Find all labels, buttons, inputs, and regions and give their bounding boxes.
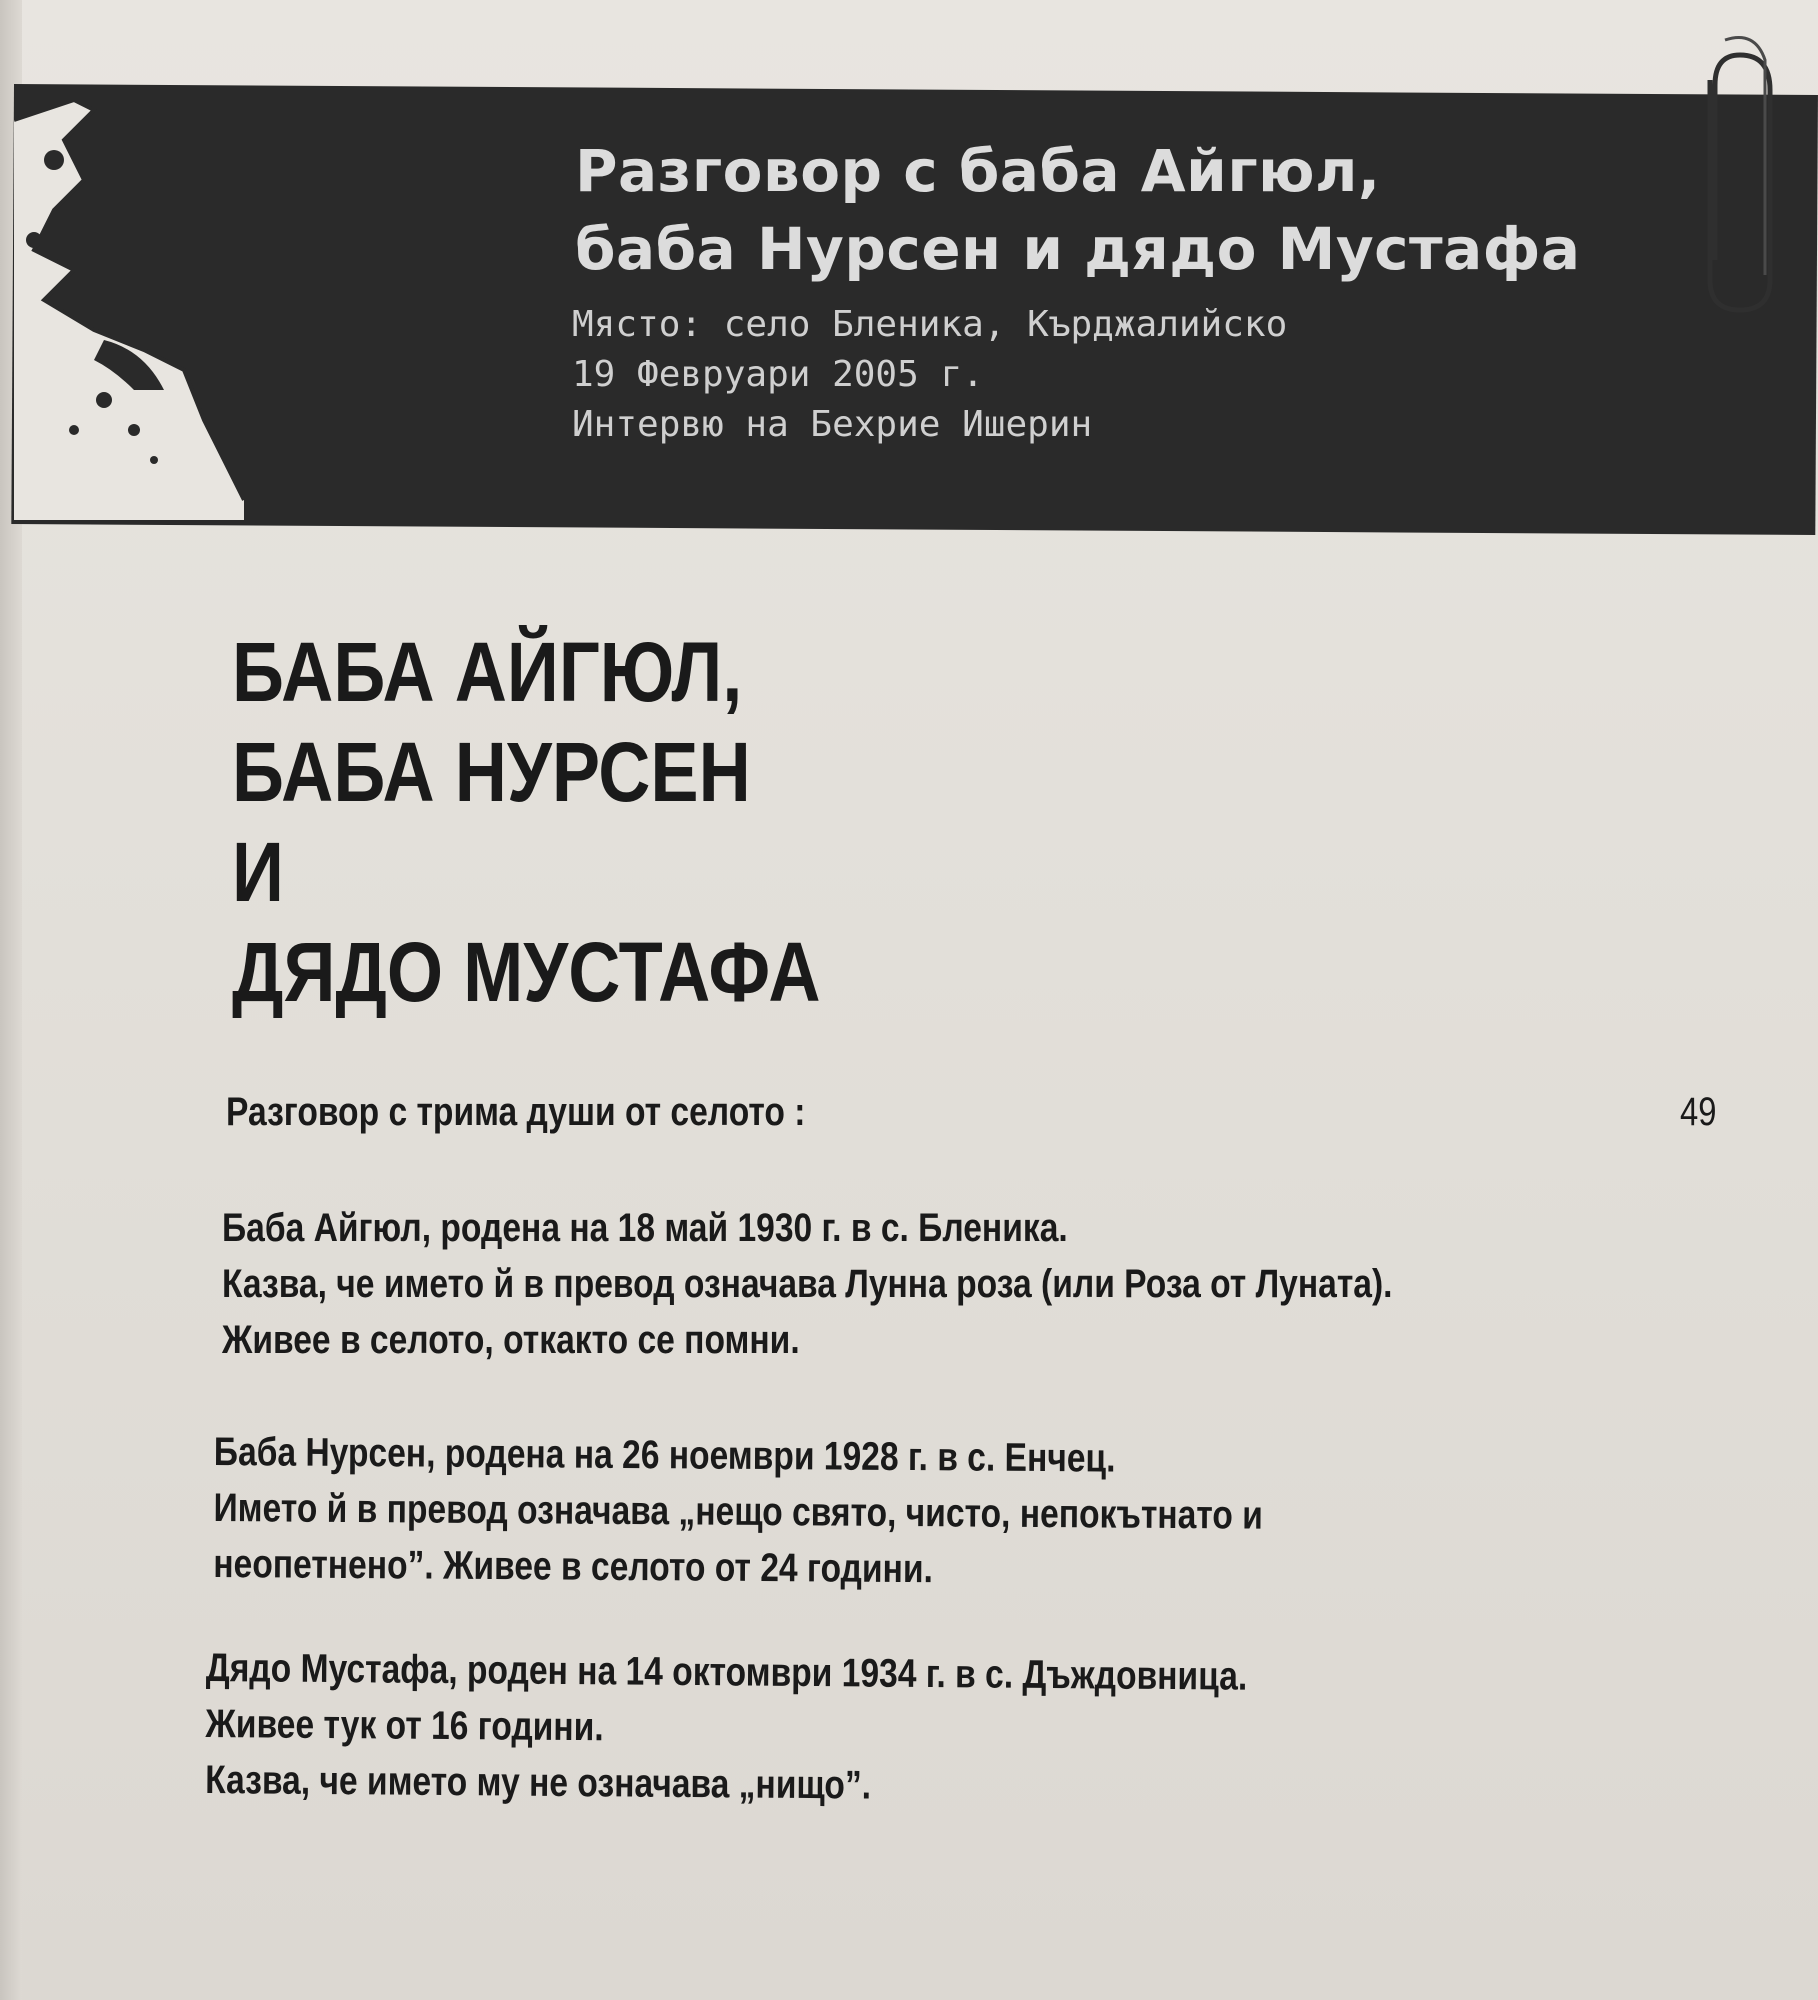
header-title [575, 132, 1580, 288]
bio-line: неопетнено”. Живее в селото от 24 години. [213, 1541, 934, 1592]
bio-line: Казва, че името му не означава „нищо”. [205, 1757, 872, 1808]
bio-mustafa [205, 1640, 1247, 1817]
paperclip-icon [1670, 20, 1780, 320]
chapter-title-line: БАБА НУРСЕН [232, 725, 751, 819]
intro-line: Разговор с трима души от селото : [226, 1090, 806, 1134]
bio-line: Казва, че името й в превод означава Лунна роза (или Роза от Луната). [222, 1262, 1393, 1306]
bio-line: Баба Айгюл, родена на 18 май 1930 г. в с. Бленика. [222, 1206, 1068, 1250]
chapter-title [232, 622, 821, 1022]
bio-line: Името й в превод означава „нещо свято, чисто, непокътнато и [213, 1485, 1263, 1538]
header-title-line: баба Нурсен и дядо Мустафа [575, 215, 1581, 283]
interview-place: Място: село Бленика, Кърджалийско [572, 304, 1288, 345]
interview-meta [572, 300, 1287, 450]
page-number: 49 [1680, 1090, 1717, 1134]
header-photo-fragment [14, 100, 244, 520]
chapter-title-line: БАБА АЙГЮЛ, [232, 625, 743, 719]
interview-date: 19 Февруари 2005 г. [572, 354, 984, 395]
bio-nursen [213, 1424, 1263, 1600]
bio-line: Дядо Мустафа, роден на 14 октомври 1934 г. в с. Дъждовница. [205, 1645, 1248, 1699]
header-title-line: Разговор с баба Айгюл, [575, 137, 1381, 205]
bio-line: Живее в селото, откакто се помни. [222, 1318, 800, 1362]
bio-line: Баба Нурсен, родена на 26 ноември 1928 г. в с. Енчец. [213, 1429, 1116, 1481]
chapter-title-line: ДЯДО МУСТАФА [232, 925, 821, 1019]
chapter-title-line: И [232, 825, 284, 919]
interviewer: Интервю на Бехрие Ишерин [572, 404, 1093, 445]
bio-line: Живее тук от 16 години. [205, 1701, 604, 1750]
bio-aygul [222, 1200, 1393, 1368]
